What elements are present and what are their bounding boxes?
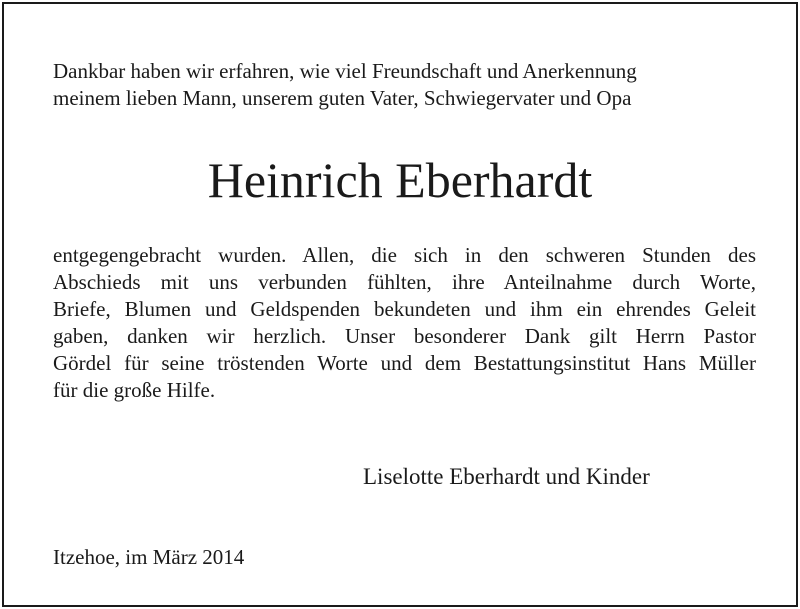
body-line: entgegengebracht wurden. Allen, die sich in den schweren Stunden des — [53, 243, 756, 267]
intro-line: meinem lieben Mann, unserem guten Vater, Schwiegervater und Opa — [53, 86, 632, 110]
deceased-name: Heinrich Eberhardt — [207, 152, 593, 208]
body-line: gaben, danken wir herzlich. Unser besonderer Dank gilt Herrn Pastor — [53, 324, 756, 348]
signature: Liselotte Eberhardt und Kinder — [363, 464, 650, 489]
body-line: Abschieds mit uns verbunden fühlten, ihre Anteilnahme durch Worte, — [53, 270, 756, 294]
body-line: Briefe, Blumen und Geldspenden bekundeten und ihm ein ehrendes Geleit — [53, 297, 756, 321]
body-line: für die große Hilfe. — [53, 378, 216, 402]
intro-text — [53, 58, 753, 112]
place-and-date: Itzehoe, im März 2014 — [53, 545, 245, 569]
body-line: Gördel für seine tröstenden Worte und dem Bestattungsinstitut Hans Müller — [53, 351, 756, 375]
intro-line: Dankbar haben wir erfahren, wie viel Freundschaft und Anerkennung — [53, 59, 637, 83]
body-text — [53, 242, 756, 404]
